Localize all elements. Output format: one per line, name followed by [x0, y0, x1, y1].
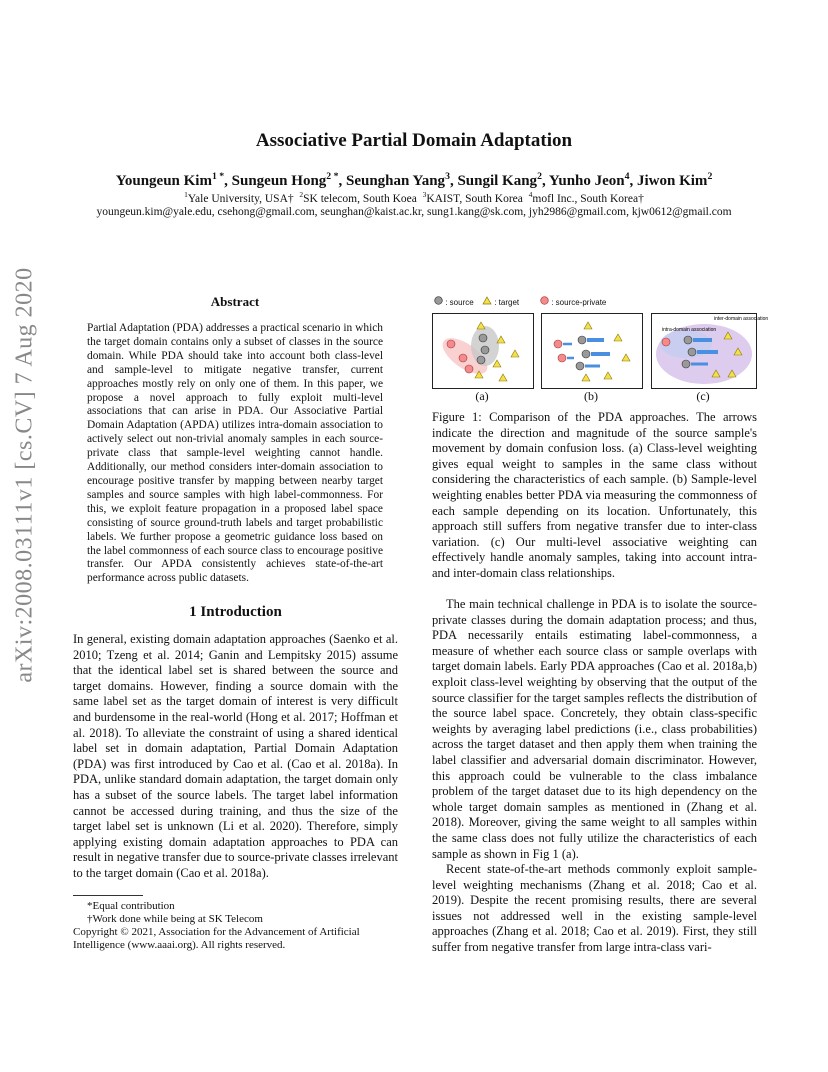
arxiv-stamp: arXiv:2008.03111v1 [cs.CV] 7 Aug 2020: [11, 267, 38, 683]
affiliations: $^1$Yale University, USA† $^2$SK telecom, South Koea $^3$KAIST, South Korea $^4$mofl Inc., South Korea†: [184, 190, 644, 205]
copyright: Copyright © 2021, Association for the Advancement of Artificial Intelligence (www.aaai.org). All rights reserved.: [73, 926, 360, 951]
target-triangle-icon: [482, 296, 492, 305]
legend-target: : target: [482, 296, 519, 307]
legend-private: : source-private: [540, 296, 606, 307]
panel-c: [651, 313, 769, 389]
footnote-rule: [73, 895, 143, 896]
panel-b-label: (b): [584, 389, 598, 403]
footnotes: [73, 895, 398, 952]
panel-b: [541, 313, 643, 389]
paragraph-challenge: The main technical challenge in PDA is to isolate the source-private classes during the domain adaptation process; and thus, PDA necessarily entails estimating label-commonness, a measure of whether each source class or sample overlaps with target domain labels. Early PDA approaches (Cao et al. 2018a,b) exploit class-level weighting by observing that the output of the source classifier for the target samples reflects the distribution of the source label space. Concretely, they obtain class-specific weights by averaging label predictions (i.e., class probabilities) across the target dataset and then apply them when training the label classifier and adversarial domain discriminator. However, this approach could be vulnerable to the class imbalance problem of the target dataset due to its high dependency on the whole target domain samples as mentioned in (Zhang et al. 2018). Moreover, giving the same weight to all samples within the same class does not fully utilize the characteristics of each sample as shown in Fig 1 (a).: [432, 597, 757, 861]
panel-a-diagram: [433, 314, 533, 388]
panel-a-label: (a): [475, 389, 489, 403]
panel-b-diagram: [542, 314, 642, 388]
figure-caption: Figure 1: Comparison of the PDA approaches. The arrows indicate the direction and magnitude of the source sample's movement by domain confusion loss. (a) Class-level weighting gives equal weight to samples in the same class without considering the characteristics of each sample. (b) Sample-level weighting enables better PDA via measuring the commonness of each sample depending on its location. Unfortunately, this approach still suffers from negative transfer due to inter-class variation. (c) Our multi-level associative weighting can effectively handle anomaly samples, taking into account intra- and inter-domain class relationships.: [432, 410, 757, 580]
author-list: Youngeun Kim$^{1 *}$, Sungeun Hong$^{2 *}$, Seunghan Yang$^3$, Sungil Kang$^2$, Yunho Jeon$^4$, Jiwon Kim$^2$: [115, 171, 713, 189]
figure-1: [432, 292, 769, 407]
abstract-text: Partial Adaptation (PDA) addresses a practical scenario in which the target domain contains only a subset of classes in the source domain. While PDA should take into account both class-level and sample-level to mitigate negative transfer, current approaches mostly rely on only one of them. In this paper, we propose a novel approach to fully exploit multi-level associations that can arise in PDA. Our Associative Partial Domain Adaptation (APDA) utilizes intra-domain association to actively select out non-trivial anomaly samples in each source-private class that sample-level weighting cannot handle. Additionally, our method considers inter-domain association to encourage positive transfer by mapping between nearby target samples and source samples with high label-commonness. For this, we exploit feature propagation in a proposed label space consisting of source ground-truth labels and target probabilistic labels. We further propose a geometric guidance loss based on the label commonness of each source class to encourage positive transfer. Our APDA consistently achieves state-of-the-art performance across public datasets.: [87, 322, 383, 585]
paper-title: Associative Partial Domain Adaptation: [255, 130, 573, 151]
source-circle-icon: [434, 296, 443, 305]
panel-c-diagram: [652, 314, 769, 388]
panel-c-label: (c): [696, 389, 710, 403]
paragraph-recent: Recent state-of-the-art methods commonly exploit sample-level weighting mechanisms (Zhang et al. 2018; Cao et al. 2019). Despite the recent promising results, there are several issues not addressed well in the existing sample-level approaches (Zhang et al. 2018; Cao et al. 2019). First, they still suffer from negative transfer from large intra-class vari-: [432, 862, 757, 955]
footnote-work: †Work done while being at SK Telecom: [87, 913, 263, 925]
author-emails: youngeun.kim@yale.edu, csehong@gmail.com, seunghan@kaist.ac.kr, sung1.kang@sk.com, jyh2986@gmail.com, kjw0612@gmail.com: [96, 206, 732, 218]
inter-domain-label: inter-domain association: [714, 316, 769, 322]
intro-heading: 1 Introduction: [189, 604, 282, 620]
footnote-equal: *Equal contribution: [87, 900, 175, 912]
intro-text: In general, existing domain adaptation approaches (Saenko et al. 2010; Tzeng et al. 2014; Ganin and Lempitsky 2015) assume that the identical label set is shared between the source and target domains. However, finding a source domain with the same label set as the target domain of interest is very difficult and burdensome in the real-world (Hong et al. 2017; Hoffman et al. 2018). To alleviate the constraint of using a shared identical label set in domain adaptation, Partial Domain Adaptation (PDA) was first introduced by Cao et al. (Cao et al. 2018a). In PDA, unlike standard domain adaptation, the target domain only has a subset of the source labels. The target label information cannot be accessed during training, and thus the size of the target label set is unknown (Li et al. 2020). Therefore, simply applying existing domain adaptation approaches to PDA can result in negative transfer due to source-private classes irrelevant to the target domain (Cao et al. 2018a).: [73, 632, 398, 880]
private-circle-icon: [540, 296, 549, 305]
abstract-heading: Abstract: [210, 294, 260, 309]
right-column-text: [432, 597, 757, 956]
panel-a: [432, 313, 534, 389]
intra-domain-label: intra-domain association: [662, 327, 717, 333]
legend-source: : source: [434, 296, 474, 307]
